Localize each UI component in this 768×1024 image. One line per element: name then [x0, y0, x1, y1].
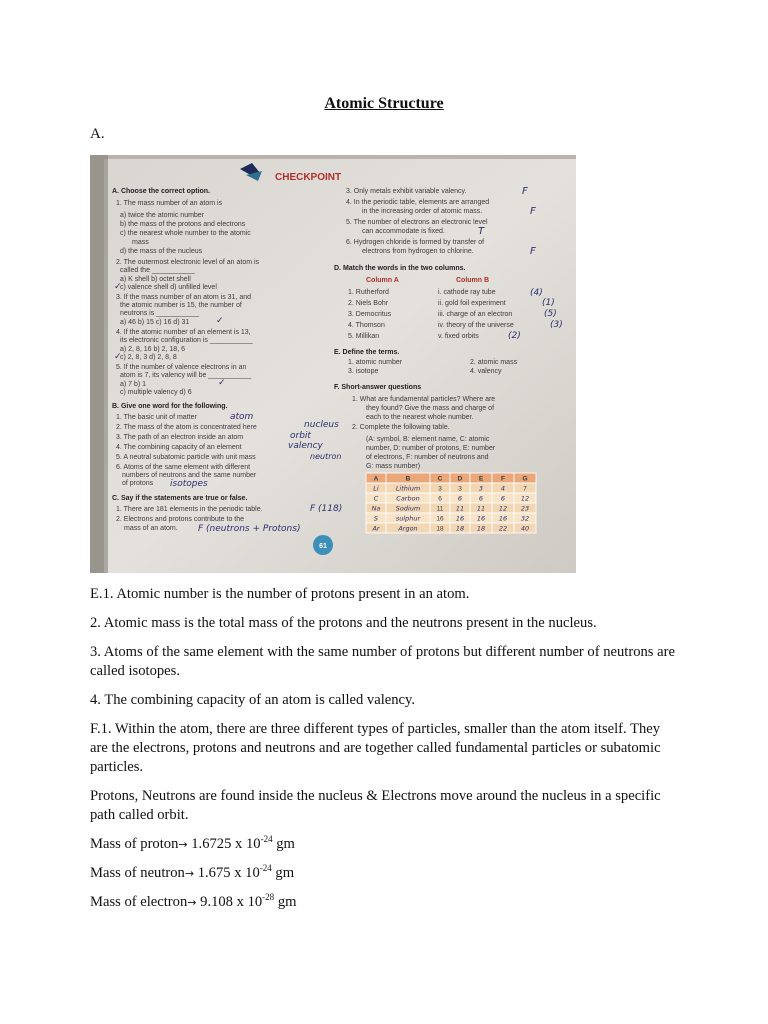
table-cell: 6 [438, 495, 442, 503]
q-a1-opt-b: b) the mass of the protons and electrons [120, 221, 246, 228]
hw-match-1: (4) [530, 288, 543, 298]
q-a3-opts: a) 46 b) 15 c) 16 d) 31 [120, 319, 190, 326]
answer-e3: 3. Atoms of the same element with the same number of protons but different number of neutrons are called isotopes. [90, 644, 675, 679]
table-cell: 12 [498, 504, 508, 513]
hw-answer-b1: atom [230, 412, 254, 422]
arrow-icon: → [178, 838, 188, 851]
hw-answer-b4: valency [288, 441, 323, 451]
define-e3: 3. isotope [348, 368, 379, 375]
table-header-cell: B [405, 475, 411, 483]
mass-proton [90, 835, 680, 854]
q-a5: 5. If the number of valence electrons in an [116, 364, 247, 371]
q-a3: 3. If the mass number of an atom is 31, and [116, 294, 252, 301]
answer-e4: 4. The combining capacity of an atom is called valency. [90, 692, 416, 708]
match-b5: v. fixed orbits [438, 333, 479, 340]
match-b1: i. cathode ray tube [438, 289, 496, 296]
short-f2-e: G: mass number) [366, 463, 421, 470]
mass-neutron-label: Mass of neutron [90, 865, 185, 881]
table-cell: Carbon [396, 494, 420, 503]
match-a2: 2. Niels Bohr [348, 300, 389, 307]
short-f2: 2. Complete the following table. [352, 424, 450, 431]
mass-electron-exponent: -28 [262, 892, 275, 902]
section-a-heading: A. Choose the correct option. [112, 188, 211, 195]
page-number: 61 [319, 543, 327, 550]
q-a4-b: its electronic configuration is ___________ [120, 337, 253, 344]
define-e1: 1. atomic number [348, 359, 403, 366]
match-b4: iv. theory of the universe [438, 322, 514, 329]
q-a5-b: atom is 7, its valency will be ___________ [120, 372, 252, 379]
define-e2: 2. atomic mass [470, 359, 518, 366]
match-a1: 1. Rutherford [348, 289, 389, 296]
hw-answer-c4: F [530, 206, 536, 217]
table-header-cell: E [478, 475, 484, 483]
answer-e2: 2. Atomic mass is the total mass of the protons and the neutrons present in the nucleus. [90, 615, 597, 631]
page-title: Atomic Structure [324, 95, 444, 112]
q-a1-opt-c: c) the nearest whole number to the atomic [120, 230, 251, 237]
q-b6-c: of protons [122, 480, 154, 487]
q-a1-opt-a: a) twice the atomic number [120, 212, 205, 219]
hw-answer-b5: neutron [310, 452, 342, 461]
q-b6-b: numbers of neutrons and the same number [122, 472, 257, 479]
short-f2-d: of electrons, F: number of neutrons and [366, 454, 489, 461]
q-b4: 4. The combining capacity of an element [116, 444, 242, 451]
table-cell: 16 [476, 514, 486, 523]
table-cell: 11 [436, 505, 444, 513]
section-d-heading: D. Match the words in the two columns. [334, 265, 466, 272]
section-c-heading: C. Say if the statements are true or false. [112, 495, 248, 502]
q-c2-b: mass of an atom. [124, 525, 178, 532]
arrow-icon: → [187, 896, 197, 909]
table-header-cell: D [457, 475, 463, 483]
q-c5: 5. The number of electrons an electronic level [346, 219, 488, 226]
table-cell: 32 [520, 514, 530, 523]
table-cell: 6 [478, 494, 484, 503]
mass-electron-label: Mass of electron [90, 894, 188, 910]
section-b-heading: B. Give one word for the following. [112, 403, 228, 410]
q-b3: 3. The path of an electron inside an atom [116, 434, 244, 441]
mass-electron-value: 9.108 x 10 [200, 894, 263, 910]
hw-answer-c5: T [478, 226, 485, 237]
table-cell: S [373, 514, 379, 523]
table-cell: 12 [520, 494, 530, 503]
hw-match-2: (1) [542, 298, 555, 308]
q-a3-c: neutrons is ___________ [120, 310, 200, 317]
hw-answer-b3: orbit [290, 431, 311, 441]
short-f1-b: they found? Give the mass and charge of [366, 405, 495, 412]
table-cell: 16 [436, 515, 444, 523]
mass-proton-label: Mass of proton [90, 836, 179, 852]
element-table [366, 473, 536, 533]
define-e4: 4. valency [470, 368, 502, 375]
textbook-photo [90, 155, 576, 573]
q-a1: 1. The mass number of an atom is [116, 200, 223, 207]
table-cell: Sodium [395, 504, 421, 513]
hw-check-a2: ✓ [114, 282, 122, 292]
table-cell: 11 [455, 504, 465, 513]
hw-match-4: (3) [550, 320, 563, 330]
short-f1-c: each to the nearest whole number. [366, 414, 474, 421]
hw-check-a4: ✓ [114, 352, 122, 362]
page-edge-shadow [90, 155, 108, 573]
table-cell: 16 [455, 514, 465, 523]
q-a1-opt-c2: mass [132, 239, 149, 246]
answer-f1: F.1. Within the atom, there are three different types of particles, smaller than the atom itself. They are the electrons, protons and neutrons and are together called fundamental particles or subatomic particles. [90, 721, 661, 775]
arrow-icon: → [184, 867, 195, 880]
q-a5-opts1: a) 7 b) 1 [120, 381, 147, 388]
q-b2: 2. The mass of the atom is concentrated here [116, 424, 257, 431]
section-f-heading: F. Short-answer questions [334, 384, 422, 391]
column-b-heading: Column B [456, 277, 490, 284]
table-header-cell: A [373, 475, 379, 483]
hw-check-a5: ✓ [218, 378, 226, 388]
mass-proton-unit: gm [276, 836, 295, 852]
table-cell: Ar [372, 524, 380, 533]
hw-check-a3: ✓ [216, 316, 224, 326]
short-f1: 1. What are fundamental particles? Where are [352, 396, 496, 403]
mass-neutron-unit: gm [275, 865, 295, 881]
table-cell: 11 [476, 504, 486, 513]
mass-electron-unit: gm [277, 894, 297, 910]
q-a2-opts2: c) valence shell d) unfilled level [120, 284, 217, 291]
table-cell: C [373, 494, 379, 503]
q-b6: 6. Atoms of the same element with different [116, 464, 251, 471]
answers-section [90, 585, 680, 922]
short-f2-c: number, D: number of protons, E: number [366, 445, 496, 452]
table-cell: Lithium [395, 484, 421, 493]
hw-match-3: (5) [544, 309, 557, 319]
hw-answer-b2: nucleus [304, 420, 339, 430]
table-cell: 40 [520, 524, 530, 533]
table-cell: 3 [438, 485, 442, 493]
q-a4-opts2: c) 2, 8, 3 d) 2, 8, 8 [120, 354, 177, 361]
mass-proton-value: 1.6725 x 10 [191, 836, 261, 852]
hw-answer-c1: F (118) [310, 504, 343, 514]
q-b1: 1. The basic unit of matter [116, 414, 197, 421]
hw-match-5: (2) [508, 331, 521, 341]
q-a2: 2. The outermost electronic level of an atom is [116, 259, 260, 266]
table-cell: 23 [520, 504, 530, 513]
q-a2-opts1: a) K shell b) octet shell [120, 276, 191, 283]
table-cell: 3 [478, 484, 484, 493]
checkpoint-heading: CHECKPOINT [275, 172, 342, 183]
mass-neutron-value: 1.675 x 10 [197, 865, 260, 881]
textbook-page-svg [90, 155, 576, 573]
answer-f1-b: Protons, Neutrons are found inside the nucleus & Electrons move around the nucleus in a specific path called orbit. [90, 788, 661, 823]
table-cell: Na [371, 504, 381, 513]
q-c6-b: electrons from hydrogen to chlorine. [362, 248, 474, 255]
table-cell: Argon [398, 524, 418, 533]
match-b3: iii. charge of an electron [438, 311, 513, 318]
q-c5-b: can accommodate is fixed. [362, 228, 445, 235]
table-cell: 22 [498, 524, 508, 533]
hw-answer-c6: F [530, 246, 536, 257]
table-cell: sulphur [395, 514, 421, 523]
q-c2: 2. Electrons and protons contribute to the [116, 516, 245, 523]
table-header-cell: G [522, 475, 528, 483]
hw-answer-b6: isotopes [170, 479, 208, 489]
column-a-heading: Column A [366, 277, 399, 284]
q-c4: 4. In the periodic table, elements are arranged [346, 199, 490, 206]
match-a3: 3. Democritus [348, 311, 392, 318]
q-a3-b: the atomic number is 15, the number of [120, 302, 242, 309]
mass-neutron [90, 864, 680, 883]
section-a-label: A. [90, 126, 105, 142]
match-a4: 4. Thomson [348, 322, 385, 329]
table-header-cell: C [437, 475, 443, 483]
short-f2-b: (A: symbol, B: element name, C: atomic [366, 436, 490, 443]
match-a5: 5. Millikan [348, 333, 380, 340]
table-cell: 3 [458, 485, 462, 493]
q-a2-b: called the ___________ [120, 267, 195, 274]
table-cell: Li [373, 484, 379, 493]
q-a4: 4. If the atomic number of an element is 13, [116, 329, 251, 336]
q-b5: 5. A neutral subatomic particle with unit mass [116, 454, 256, 461]
hw-answer-c2: F (neutrons + Protons) [198, 524, 301, 534]
table-cell: 7 [523, 485, 527, 493]
section-e-heading: E. Define the terms. [334, 349, 400, 356]
q-a5-opts2: c) multiple valency d) 6 [120, 389, 192, 396]
mass-neutron-exponent: -24 [259, 863, 272, 873]
table-cell: 18 [455, 524, 465, 533]
table-cell: 4 [500, 484, 506, 493]
match-b2: ii. gold foil experiment [438, 300, 506, 307]
table-cell: 6 [500, 494, 506, 503]
table-header-cell: F [501, 475, 505, 483]
table-cell: 18 [436, 525, 444, 533]
q-c1: 1. There are 181 elements in the periodic table. [116, 506, 263, 513]
hw-answer-c3: F [522, 186, 528, 197]
mass-electron [90, 893, 680, 912]
q-c4-b: in the increasing order of atomic mass. [362, 208, 483, 215]
table-cell: 18 [476, 524, 486, 533]
q-a1-opt-d: d) the mass of the nucleus [120, 248, 203, 255]
table-cell: 6 [457, 494, 463, 503]
q-c6: 6. Hydrogen chloride is formed by transfer of [346, 239, 485, 246]
q-c3: 3. Only metals exhibit variable valency. [346, 188, 467, 195]
table-cell: 16 [498, 514, 508, 523]
q-a4-opts1: a) 2, 8, 16 b) 2, 18, 6 [120, 346, 185, 353]
answer-e1: E.1. Atomic number is the number of protons present in an atom. [90, 586, 470, 602]
mass-proton-exponent: -24 [260, 834, 273, 844]
